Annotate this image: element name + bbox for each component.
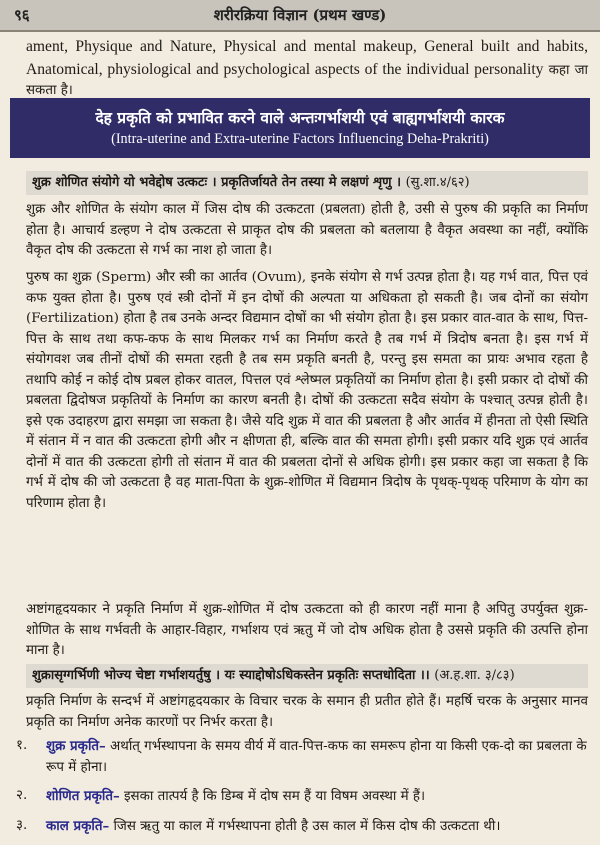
paragraph-3: अष्टांगहृदयकार ने प्रकृति निर्माण में शुक्र-शोणित में दोष उत्कटता को ही कारण नहीं माना है अपितु उपर्युक्त शुक्र-शोणित के साथ गर्भवती के आहार-विहार, गर्भाशय एवं ऋतु में जो दोष अधिक होता है उससे प्रकृति की उत्पत्ति होना माना है। xyxy=(26,602,588,658)
shloka-box-sushruta xyxy=(26,171,588,195)
list-number: १. xyxy=(16,738,28,753)
paragraph-2: पुरुष का शुक्र (Sperm) और स्त्री का आर्तव (Ovum), इनके संयोग से गर्भ उत्पन्न होता है। यह गर्भ वात, पित्त एवं कफ युक्त होता है। पुरुष एवं स्त्री दोनों में इन दोषों की अल्पता या अधिकता हो सकती है। जब दोनों का संयोग (Fertilization) होता है तब उनके अन्दर विद्यमान दोषों का भी संयोग होता है। इस प्रकार वात-वात के साथ, पित्त-पित्त के साथ तथा कफ-कफ के साथ मिलकर गर्भ का निर्माण करते है तब गर्भ में त्रिदोष बनता है। इस गर्भ में संयोगवश जब तीनों दोषों की समता रहती है तब सम प्रकृति बनती है, परन्तु इस समता का प्रायः अभाव रहता है तथापि कोई न कोई दोष प्रबल होकर वातल, पित्तल एवं श्लेष्मल प्रकृतियों का निर्माण होता है। इसी प्रकार दो दोषों की प्रबलता द्विदोषज प्रकृतियों के निर्माण का कारण बनती है। दोषों की उत्कटता सदैव संयोग के पश्चात् उत्पन्न होती है। इसे एक उदाहरण द्वारा समझा जा सकता है। जैसे यदि शुक्र में वात की प्रबलता है और आर्तव में हीनता तो ऐसी स्थिति में संतान में न वात की उत्कटता होगी और न क्षीणता ही, बल्कि वात की समता होगी। इसी प्रकार यदि शुक्र एवं आर्तव दोनों में वात की उत्कटता होगी तो संतान में वात की प्रबलता दोनों से अधिक होगी। इस प्रकार कहा जा सकता है कि गर्भ में दोष की जो उत्कटता है वह माता-पिता के शुक्र-शोणित में विद्यमान त्रिदोष के पृथक्-पृथक् परिमाण के योग का परिणाम होता है। xyxy=(26,270,588,511)
shloka-reference: (सु.शा.४/६२) xyxy=(405,175,470,190)
page-number: ९६ xyxy=(14,6,30,24)
list-item xyxy=(16,816,588,838)
list-item xyxy=(16,786,588,808)
page-header xyxy=(0,0,600,32)
list-text: इसका तात्पर्य है कि डिम्ब में दोष सम हैं या विषम अवस्था में हैं। xyxy=(123,789,426,804)
shloka-box-ashtanga xyxy=(26,664,588,688)
list-term: शुक्र प्रकृति– xyxy=(46,738,106,754)
prakriti-factor-list xyxy=(16,736,588,845)
shloka-reference: (अ.ह.शा. ३/८३) xyxy=(434,668,515,683)
list-text: जिस ऋतु या काल में गर्भस्थापना होती है उस काल में किस दोष की उत्कटता थी। xyxy=(113,818,501,834)
list-number: २. xyxy=(16,788,28,803)
list-term: काल प्रकृति– xyxy=(46,817,110,834)
intro-paragraph xyxy=(26,36,588,102)
section-banner xyxy=(10,98,590,158)
paragraph-1: शुक्र और शोणित के संयोग काल में जिस दोष की उत्कटता (प्रबलता) होती है, उसी से पुरुष की प्रकृति का निर्माण होता है। आचार्य डल्हण ने दोष उत्कटता से प्राकृत दोष की प्रबलता को बतलाया है वैकृत अवस्था का नहीं, क्योंकि वैकृत दोष की उत्कटता से गर्भ का नाश हो जाता है। xyxy=(26,202,588,258)
shloka-text: शुक्र शोणित संयोगे यो भवेद्दोष उत्कटः । प्रकृतिर्जायते तेन तस्या मे लक्षणं शृणु । xyxy=(32,175,402,190)
list-item xyxy=(16,736,588,778)
list-text: अर्थात् गर्भस्थापना के समय वीर्य में वात-पित्त-कफ का समरूप होना या किसी एक-दो का प्रबलता के रूप में होना। xyxy=(46,739,587,775)
section-title-hindi: देह प्रकृति को प्रभावित करने वाले अन्तःगर्भाशयी एवं बाह्यगर्भाशयी कारक xyxy=(95,108,505,127)
intro-hindi-tail: कहा जा सकता है। xyxy=(26,62,588,98)
intro-english-text: ament, Physique and Nature, Physical and mental makeup, General built and habits, Anatomical, physiological and psychological aspects of the individual personality xyxy=(26,38,588,78)
running-title: शरीरक्रिया विज्ञान (प्रथम खण्ड) xyxy=(213,6,387,24)
shloka-text: शुक्रासृग्गर्भिणी भोज्य चेष्टा गर्भाशयर्तुषु । यः स्याद्दोषोऽधिकस्तेन प्रकृतिः सप्तधोदिता ।। xyxy=(32,668,430,683)
paragraph-4: प्रकृति निर्माण के सन्दर्भ में अष्टांगहृदयकार के विचार चरक के समान ही प्रतीत होते हैं। महर्षि चरक के अनुसार मानव प्रकृति का निर्माण अनेक कारणों पर निर्भर करता है। xyxy=(26,694,588,730)
list-term: शोणित प्रकृति– xyxy=(46,788,120,804)
section-title-english: (Intra-uterine and Extra-uterine Factors Influencing Deha-Prakriti) xyxy=(111,131,489,147)
list-number: ३. xyxy=(16,817,28,833)
